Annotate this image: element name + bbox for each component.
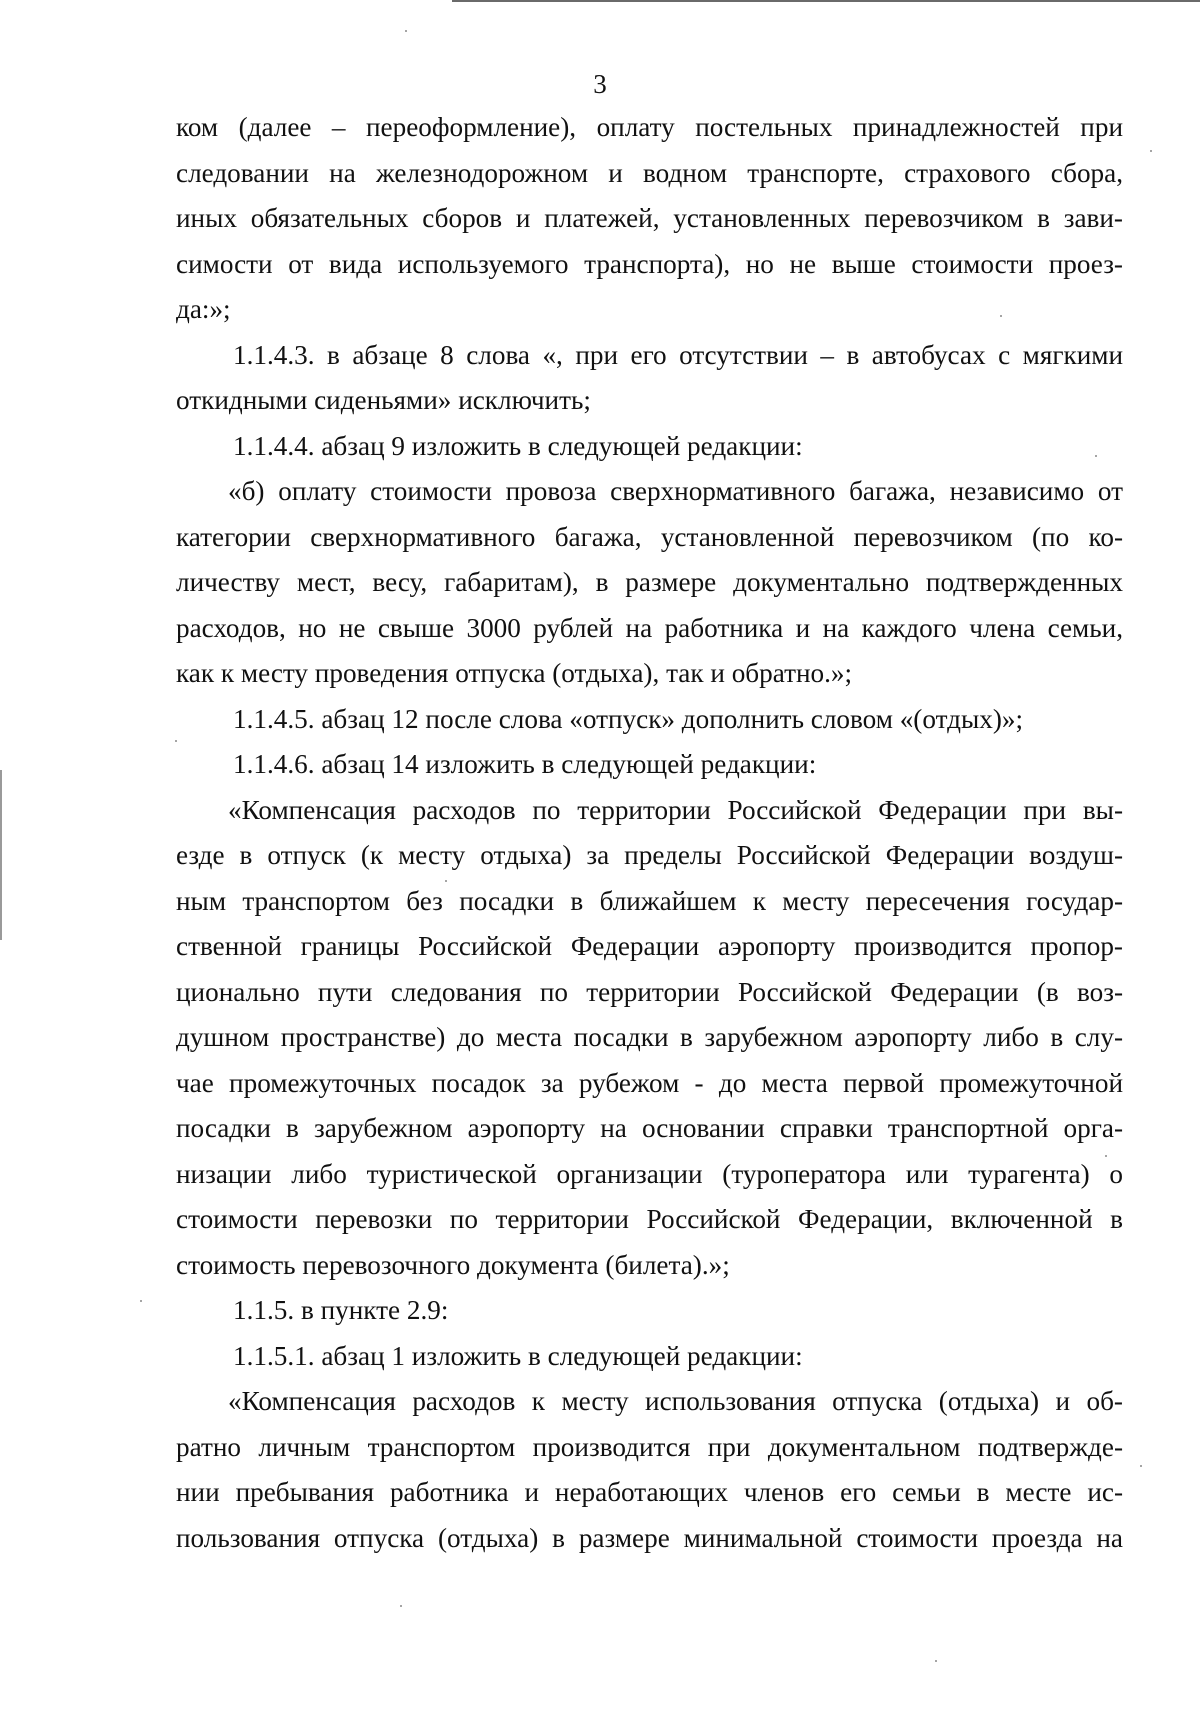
text-line: следовании на железнодорожном и водном транспорте, страхового сбора, (176, 157, 1123, 188)
text-line: посадки в зарубежном аэропорту на основании справки транспортной орга- (176, 1113, 1123, 1143)
text-line: 1.1.4.6. абзац 14 изложить в следующей редакции: (233, 749, 817, 779)
scan-speck (175, 740, 177, 742)
text-line: душном пространстве) до места посадки в зарубежном аэропорту либо в слу- (176, 1022, 1123, 1052)
scan-speck (405, 30, 407, 32)
scan-speck (400, 1605, 402, 1607)
text-line: категории сверхнормативного багажа, установленной перевозчиком (по ко- (176, 521, 1123, 552)
text-line: ным транспортом без посадки в ближайшем к месту пересечения государ- (176, 885, 1123, 916)
text-line: да:»; (176, 294, 231, 324)
scan-speck (140, 1300, 142, 1302)
scan-speck (1105, 1155, 1107, 1157)
text-line: иных обязательных сборов и платежей, установленных перевозчиком в зави- (176, 203, 1123, 233)
text-line: 1.1.5.1. абзац 1 изложить в следующей редакции: (233, 1340, 803, 1371)
text-line: нии пребывания работника и неработающих членов его семьи в месте ис- (176, 1477, 1123, 1507)
text-line: 1.1.4.5. абзац 12 после слова «отпуск» дополнить словом «(отдых)»; (233, 703, 1024, 734)
text-line: стоимости перевозки по территории Российской Федерации, включенной в (176, 1204, 1123, 1234)
scan-edge-line (452, 0, 1200, 2)
text-line: ратно личным транспортом производится при документальном подтвержде- (176, 1431, 1123, 1462)
document-body (176, 105, 1123, 1561)
text-line: откидными сиденьями» исключить; (176, 385, 591, 415)
scan-speck (1150, 150, 1152, 152)
scan-edge-mark (0, 770, 2, 940)
text-line: «Компенсация расходов к месту использования отпуска (отдыха) и об- (228, 1386, 1123, 1416)
text-line: расходов, но не свыше 3000 рублей на работника и на каждого члена семьи, (176, 612, 1123, 643)
text-line: ционально пути следования по территории Российской Федерации (в воз- (176, 976, 1123, 1007)
text-line: ком (далее – переоформление), оплату постельных принадлежностей при (176, 112, 1123, 142)
scan-speck (445, 880, 447, 882)
page-number: 3 (593, 69, 607, 99)
text-line: «б) оплату стоимости провоза сверхнормативного багажа, независимо от (228, 476, 1123, 506)
text-line: 1.1.4.3. в абзаце 8 слова «, при его отсутствии – в автобусах с мягкими (233, 339, 1123, 370)
text-line: стоимость перевозочного документа (билета).»; (176, 1249, 730, 1280)
text-line: как к месту проведения отпуска (отдыха), так и обратно.»; (176, 658, 853, 688)
text-line: пользования отпуска (отдыха) в размере минимальной стоимости проезда на (176, 1522, 1123, 1553)
text-line: 1.1.4.4. абзац 9 изложить в следующей редакции: (233, 430, 803, 461)
text-line: низации либо туристической организации (туроператора или турагента) о (176, 1158, 1123, 1189)
text-line: 1.1.5. в пункте 2.9: (233, 1295, 449, 1325)
scan-speck (935, 1660, 937, 1662)
text-line: езде в отпуск (к месту отдыха) за пределы Российской Федерации воздуш- (176, 840, 1123, 870)
scan-speck (1095, 455, 1097, 457)
text-line: симости от вида используемого транспорта), но не выше стоимости проез- (176, 248, 1123, 279)
text-line: «Компенсация расходов по территории Российской Федерации при вы- (228, 794, 1123, 825)
text-line: ственной границы Российской Федерации аэропорту производится пропор- (176, 931, 1123, 961)
text-line: чае промежуточных посадок за рубежом - до места первой промежуточной (176, 1067, 1123, 1098)
scan-speck (1000, 315, 1002, 317)
text-line: личеству мест, весу, габаритам), в размере документально подтвержденных (176, 567, 1123, 597)
scan-speck (1140, 1465, 1142, 1467)
